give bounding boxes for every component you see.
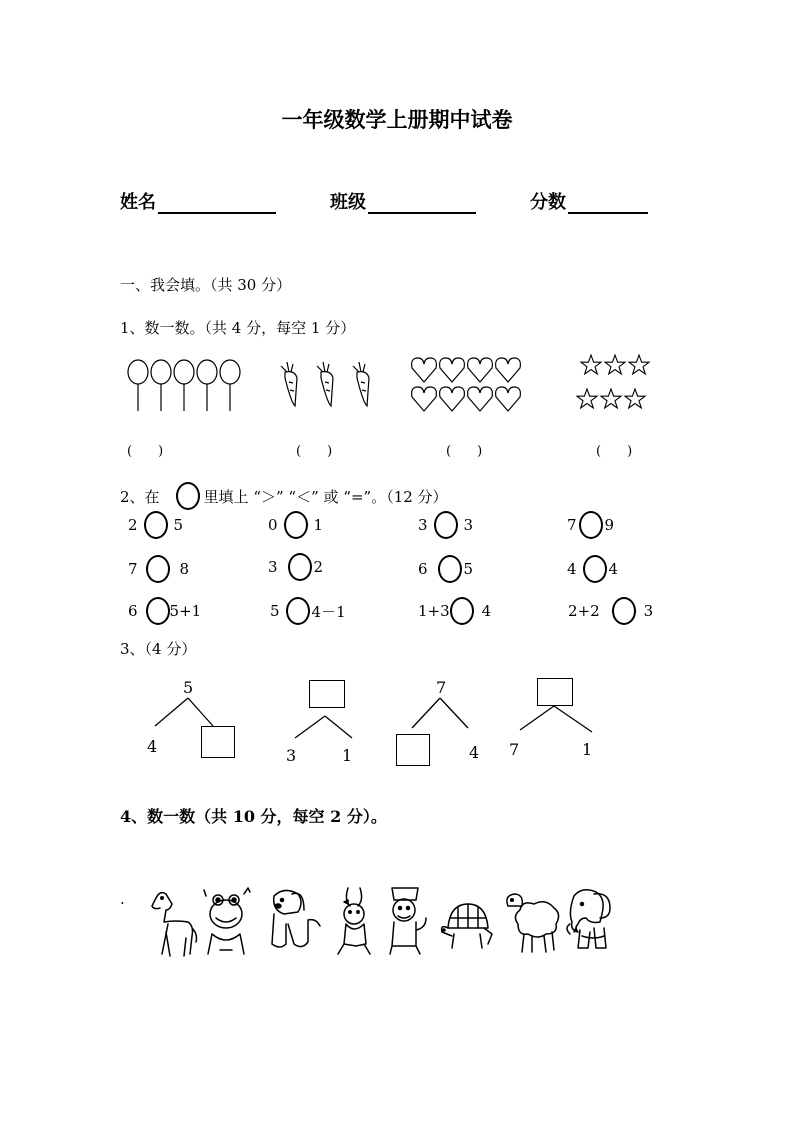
answer-circle[interactable] xyxy=(284,511,308,539)
answer-box[interactable] xyxy=(309,680,345,708)
compare-item: 7 8 xyxy=(128,555,189,583)
elephant-icon xyxy=(567,890,610,948)
answer-circle[interactable] xyxy=(450,597,474,625)
carrot-icon xyxy=(353,362,369,406)
carrot-icon xyxy=(317,362,333,406)
compare-item: 6 5 xyxy=(418,555,473,583)
class-blank[interactable] xyxy=(368,192,476,214)
class-field xyxy=(330,188,476,214)
answer-circle[interactable] xyxy=(434,511,458,539)
sheep-icon xyxy=(507,894,559,952)
compare-item: 1+3 4 xyxy=(418,597,491,625)
monkey-icon xyxy=(390,888,426,954)
answer-box[interactable] xyxy=(537,678,573,706)
answer-circle[interactable] xyxy=(438,555,462,583)
circle-icon xyxy=(176,482,200,510)
q4-dot: . xyxy=(120,890,125,908)
balloons-picture xyxy=(124,356,246,412)
compare-item: 5 4－1 xyxy=(270,597,346,625)
bond-right-number: 1 xyxy=(342,746,353,765)
compare-item: 3 3 xyxy=(418,511,473,539)
carrot-icon xyxy=(281,362,297,406)
balloon-icon xyxy=(174,360,194,384)
compare-item: 4 4 xyxy=(567,555,618,583)
q3-text: 3、（4 分） xyxy=(120,640,197,658)
carrots-picture xyxy=(273,358,389,410)
q2-text xyxy=(120,482,448,510)
compare-item: 3 2 xyxy=(268,553,323,581)
compare-item: 2+2 3 xyxy=(568,597,653,625)
answer-circle[interactable] xyxy=(144,511,168,539)
section-heading: 一、我会填。（共 30 分） xyxy=(120,276,292,294)
page-title: 一年级数学上册期中试卷 xyxy=(281,107,513,132)
name-field xyxy=(120,188,276,214)
compare-item: 6 5+1 xyxy=(128,597,201,625)
hearts-picture xyxy=(410,356,526,414)
answer-circle[interactable] xyxy=(286,597,310,625)
answer-box[interactable] xyxy=(396,734,430,766)
score-label: 分数 xyxy=(530,192,566,213)
animals-picture xyxy=(142,884,614,964)
compare-item: 0 1 xyxy=(268,511,323,539)
balloon-icon xyxy=(151,360,171,384)
answer-circle[interactable] xyxy=(612,597,636,625)
bond-right-number: 4 xyxy=(469,743,480,762)
bond-left-number: 3 xyxy=(286,746,297,765)
frog-icon xyxy=(204,888,250,954)
answer-blank[interactable]: ( ) xyxy=(596,444,633,459)
name-blank[interactable] xyxy=(158,192,276,214)
answer-circle[interactable] xyxy=(583,555,607,583)
dog-icon xyxy=(272,890,320,947)
score-field xyxy=(530,188,648,214)
balloon-icon xyxy=(197,360,217,384)
bond-right-number: 1 xyxy=(582,740,593,759)
answer-blank[interactable]: ( ) xyxy=(446,444,483,459)
answer-circle[interactable] xyxy=(579,511,603,539)
name-label: 姓名 xyxy=(120,192,156,213)
q1-text: 1、数一数。（共 4 分，每空 1 分） xyxy=(120,319,356,337)
balloon-icon xyxy=(128,360,148,384)
bond-top-number: 5 xyxy=(183,678,194,697)
answer-circle[interactable] xyxy=(146,555,170,583)
answer-circle[interactable] xyxy=(146,597,170,625)
stars-picture xyxy=(576,354,654,412)
answer-circle[interactable] xyxy=(288,553,312,581)
horse-icon xyxy=(152,893,197,956)
bond-left-number: 4 xyxy=(147,737,158,756)
turtle-icon xyxy=(442,904,492,948)
q2-suffix: 里填上 “＞” “＜” 或 “=”。（12 分） xyxy=(203,487,448,506)
compare-item: 7 9 xyxy=(567,511,614,539)
answer-blank[interactable]: ( ) xyxy=(296,444,333,459)
compare-item: 2 5 xyxy=(128,511,183,539)
rabbit-icon xyxy=(338,888,370,954)
bond-left-number: 7 xyxy=(509,740,520,759)
q2-prefix: 2、在 xyxy=(120,487,160,506)
bond-top-number: 7 xyxy=(436,678,447,697)
balloon-icon xyxy=(220,360,240,384)
class-label: 班级 xyxy=(330,192,366,213)
answer-box[interactable] xyxy=(201,726,235,758)
q4-text: 4、数一数（共 10 分，每空 2 分）。 xyxy=(120,807,387,826)
answer-blank[interactable]: ( ) xyxy=(127,444,164,459)
score-blank[interactable] xyxy=(568,192,648,214)
